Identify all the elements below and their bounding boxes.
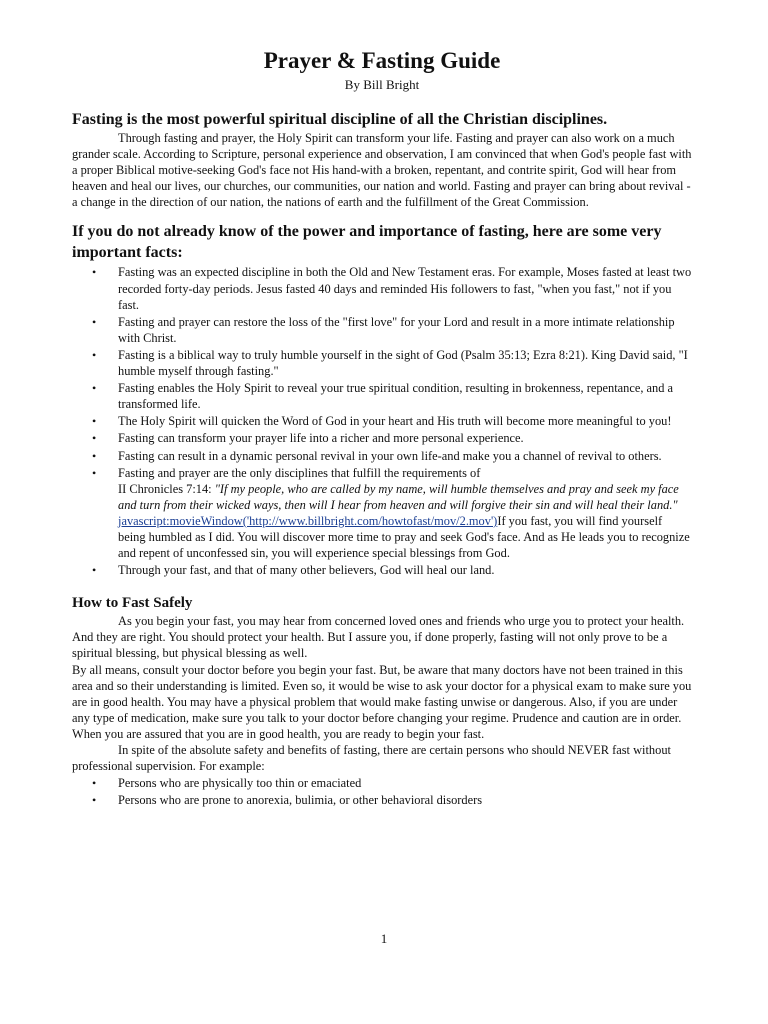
page-number: 1 [380, 931, 388, 946]
list-item [92, 380, 692, 412]
scripture-quote: "If my people, who are called by my name, will humble themselves and pray and seek my face and turn from their wicked ways, then will I hear from heaven and will forgive their sin and will heal their land." [118, 481, 679, 512]
bullet-icon: • [92, 563, 97, 578]
list-item-text: If you fast, you will find yourself being humbled as I did. You will discover more time to pray and seek God's face. And as He leads you to recognize and repent of unconfessed sin, you will experience special blessings from God. [118, 513, 690, 561]
list-item-text: Fasting was an expected discipline in both the Old and New Testament eras. For example, Moses fasted at least two recorded forty-day periods. Jesus fasted 40 days and reminded His followers to fast, "when you fast," not if you fast. [118, 265, 692, 312]
bullet-icon: • [92, 381, 97, 396]
list-item [92, 562, 692, 578]
bullet-icon: • [92, 793, 97, 808]
list-item-text: Persons who are physically too thin or emaciated [118, 776, 362, 791]
list-item-text: Fasting enables the Holy Spirit to reveal your true spiritual condition, resulting in brokenness, repentance, and a transformed life. [118, 381, 674, 412]
list-item-text: Fasting and prayer are the only disciplines that fulfill the requirements of [118, 465, 481, 480]
list-item [92, 465, 692, 562]
list-item-text: Fasting can result in a dynamic personal revival in your own life-and make you a channel of revival to others. [118, 448, 662, 463]
list-item [92, 264, 692, 312]
bullet-icon: • [92, 414, 97, 429]
safety-paragraph-4: In spite of the absolute safety and benefits of fasting, there are certain persons who should NEVER fast without professional supervision. For example: [72, 743, 671, 774]
safety-paragraph-1: As you begin your fast, you may hear from concerned loved ones and friends who urge you to protect your health. And they are right. You should protect your health. But I assure you, if done properly, fasting will not only prove to be a spiritual blessing, but physical blessing as well. [72, 614, 685, 661]
list-item-text: Through your fast, and that of many other believers, God will heal our land. [118, 563, 495, 578]
safety-paragraph-2: By all means, consult your doctor before you begin your fast. But, be aware that many doctors have not been trained in this area and so their understanding is limited. Even so, it would be wise to ask your doctor for a physical exam to make sure you are in good health. You may have a physical problem that would make fasting unwise or dangerous. Also, if you are under any type of medication, make sure you talk to your doctor before changing your regime. Prudence and caution are in order. [72, 662, 692, 725]
list-item [92, 775, 692, 791]
document-body [72, 46, 692, 809]
never-fast-list [72, 775, 692, 808]
movie-link[interactable]: javascript:movieWindow('http://www.billbright.com/howtofast/mov/2.mov') [118, 513, 498, 528]
bullet-icon: • [92, 448, 97, 463]
page-title: Prayer & Fasting Guide [263, 48, 501, 73]
scripture-reference: II Chronicles 7:14: [118, 481, 215, 496]
bullet-icon: • [92, 776, 97, 791]
list-item [92, 448, 692, 464]
list-item [92, 430, 692, 446]
list-item [92, 347, 692, 379]
bullet-icon: • [92, 347, 97, 362]
list-item-text: Fasting can transform your prayer life into a richer and more personal experience. [118, 431, 524, 446]
section-heading-fast-safely: How to Fast Safely [72, 595, 193, 612]
bullet-icon: • [92, 314, 97, 329]
intro-paragraph: Through fasting and prayer, the Holy Spirit can transform your life. Fasting and prayer can also work on a much grander scale. According to Scripture, personal experience and observation, I am convinced that when God's people fast with a proper Biblical motive-seeking God's face not His hand-with a broken, repentant, and contrite spirit, God will hear from heaven and heal our lives, our churches, our communities, our nation and world. Fasting and prayer can bring about revival - a change in the direction of our nation, the nations of earth and the fulfillment of the Great Commission. [72, 131, 692, 210]
author-byline: By Bill Bright [344, 77, 420, 92]
bullet-icon: • [92, 465, 97, 480]
section-heading-discipline: Fasting is the most powerful spiritual discipline of all the Christian disciplines. [72, 111, 608, 128]
bullet-icon: • [92, 265, 97, 280]
facts-list [72, 264, 692, 578]
list-item-text: Fasting and prayer can restore the loss of the "first love" for your Lord and result in a more intimate relationship with Christ. [118, 314, 675, 345]
list-item [92, 413, 692, 429]
list-item-text: The Holy Spirit will quicken the Word of God in your heart and His truth will become more meaningful to you! [118, 414, 672, 429]
list-item [92, 314, 692, 346]
list-item-text: Fasting is a biblical way to truly humble yourself in the sight of God (Psalm 35:13; Ezra 8:21). King David said, "I humble myself through fasting." [118, 347, 688, 379]
bullet-icon: • [92, 431, 97, 446]
list-item-text: Persons who are prone to anorexia, bulimia, or other behavioral disorders [118, 793, 483, 808]
safety-paragraph-3: When you are assured that you are in good health, you are ready to begin your fast. [72, 726, 485, 741]
list-item [92, 792, 692, 808]
section-heading-facts: If you do not already know of the power and importance of fasting, here are some very important facts: [72, 223, 662, 262]
